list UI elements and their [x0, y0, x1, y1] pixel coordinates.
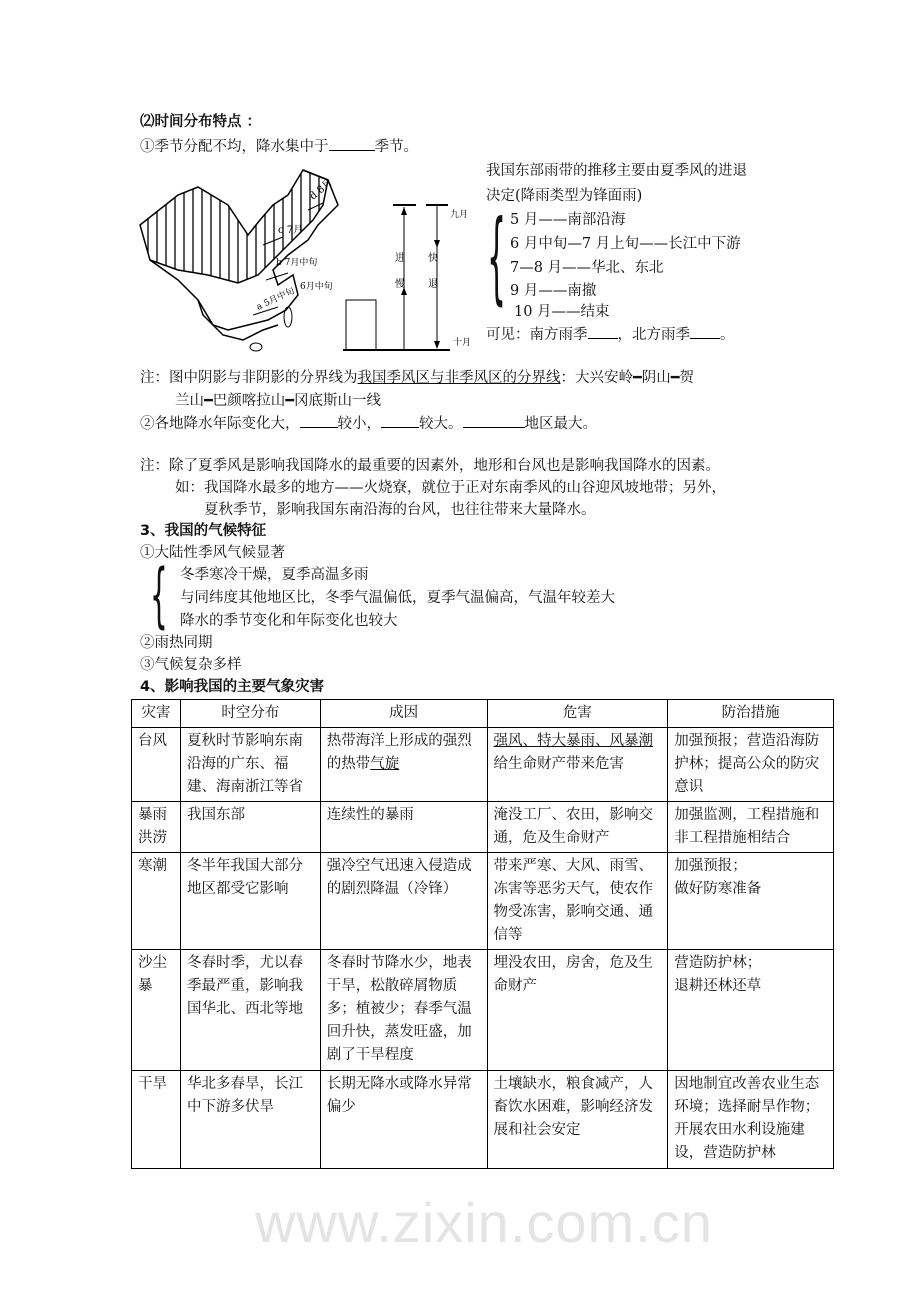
text: ①季节分配不均，降水集中于	[140, 139, 329, 155]
rainbelt-item: 5 月——南部沿海	[510, 212, 626, 228]
rainbelt-conclusion	[486, 324, 735, 345]
cell: 强冷空气迅速入侵造成的剧烈降温（冷锋）	[320, 853, 487, 950]
text: 热带海洋上形成的强烈的热带	[326, 733, 472, 772]
map-label: b 7月中旬	[276, 258, 318, 268]
heading-time-distribution: ⑵时间分布特点 ：	[140, 114, 262, 130]
cell: 埋没农田，房舍，危及生命财产	[487, 950, 668, 1071]
brace: {	[487, 198, 507, 315]
table-row	[132, 1071, 834, 1169]
cell: 长期无降水或降水异常偏少	[320, 1071, 487, 1169]
cell: 冬春时季，尤以春季最严重，影响我国华北、西北等地	[180, 950, 320, 1071]
section3-point: ②雨热同期	[140, 635, 213, 651]
map-label: 九月	[450, 210, 469, 220]
note-factors: 夏秋季节，影响我国东南沿海的台风，也往往带来大量降水。	[204, 502, 596, 518]
text: ，北方雨季	[617, 327, 690, 343]
cell: 连续性的暴雨	[320, 802, 487, 853]
section3-sub: 与同纬度其他地区比，冬季气温偏低，夏季气温偏高，气温年较差大	[180, 590, 615, 606]
header-cell: 灾害	[132, 700, 181, 728]
blank	[381, 413, 419, 428]
section3-point: ①大陆性季风气候显著	[140, 545, 285, 561]
cell: 淹没工厂、农田，影响交通，危及生命财产	[487, 802, 668, 853]
cell: 寒潮	[132, 853, 181, 950]
note-factors: 注：除了夏季风是影响我国降水的最重要的因素外，地形和台风也是影响我国降水的因素。	[140, 458, 720, 474]
note-monsoon-boundary	[140, 368, 694, 388]
map-label: 慢	[395, 279, 405, 290]
map-label: 退	[428, 279, 438, 290]
cell: 土壤缺水，粮食减产，人畜饮水困难，影响经济发展和社会安定	[487, 1071, 668, 1169]
map-label: 6月中旬	[300, 282, 333, 292]
text: 给生命财产带来危害	[493, 756, 624, 772]
blank	[588, 324, 618, 339]
text: 注：图中阴影与非阴影的分界线为	[140, 370, 358, 386]
section3-title: 3、我国的气候特征	[140, 523, 267, 539]
cell: 干旱	[132, 1071, 181, 1169]
cell: 加强预报；营造沿海防护林；提高公众的防灾意识	[668, 728, 834, 802]
header-cell: 防治措施	[668, 700, 834, 728]
map-label: 快	[428, 253, 438, 264]
blank	[300, 413, 338, 428]
rainbelt-item: 7—8 月——华北、东北	[510, 260, 664, 276]
text: 较小，	[337, 416, 381, 432]
table-header-row	[132, 700, 834, 728]
text: 我国季风区与非季风区的分界线	[357, 370, 561, 386]
rain-belt-map	[138, 165, 478, 355]
disaster-table	[131, 699, 834, 1169]
cell	[320, 728, 487, 802]
table-row	[132, 802, 834, 853]
text: 加强预报；	[674, 858, 747, 874]
rainbelt-intro: 我国东部雨带的推移主要由夏季风的进退	[486, 163, 747, 179]
map-label: a 5月中旬	[255, 286, 297, 313]
cell: 加强监测，工程措施和非工程措施相结合	[668, 802, 834, 853]
map-label: c 7月	[278, 225, 304, 236]
map-label: 进	[395, 253, 405, 264]
cell: 冬春时节降水少，地表干旱，松散碎屑物质多；植被少；春季气温回升快，蒸发旺盛，加剧了干旱程度	[320, 950, 487, 1071]
map-label: d 8月	[307, 177, 335, 203]
interannual-line	[140, 413, 597, 434]
text: 营造防护林；	[674, 955, 762, 971]
cell: 我国东部	[180, 802, 320, 853]
header-cell: 危害	[487, 700, 668, 728]
cell: 因地制宜改善农业生态环境；选择耐旱作物；开展农田水利设施建设，营造防护林	[668, 1071, 834, 1169]
brace: {	[150, 554, 168, 636]
watermark: www.zixin.com.cn	[255, 1191, 713, 1254]
cell	[668, 950, 834, 1071]
blank	[463, 413, 525, 428]
rainbelt-item: 6 月中旬—7 月上旬——长江中下游	[510, 236, 741, 252]
text: 较大。	[419, 416, 463, 432]
cell	[668, 853, 834, 950]
text: 强风、特大暴雨、风暴潮	[493, 733, 653, 749]
header-cell: 成因	[320, 700, 487, 728]
cell: 华北多春旱，长江中下游多伏旱	[180, 1071, 320, 1169]
note-factors: 如：我国降水最多的地方——火烧寮，就位于正对东南季风的山谷迎风坡地带；另外，	[175, 480, 726, 496]
text: 地区最大。	[524, 416, 597, 432]
text: 季节。	[374, 139, 418, 155]
section3-point: ③气候复杂多样	[140, 657, 242, 673]
blank	[329, 136, 375, 151]
cell	[487, 728, 668, 802]
text: 退耕还林还草	[674, 978, 762, 994]
section3-sub: 冬季寒冷干燥，夏季高温多雨	[180, 567, 369, 583]
cell: 冬半年我国大部分地区都受它影响	[180, 853, 320, 950]
section4-title: 4、影响我国的主要气象灾害	[140, 679, 325, 695]
rainbelt-item: 9 月——南撤	[510, 283, 597, 299]
text: 做好防寒准备	[674, 881, 762, 897]
text: ②各地降水年际变化大，	[140, 416, 300, 432]
header-cell: 时空分布	[180, 700, 320, 728]
cell: 台风	[132, 728, 181, 802]
text: ：大兴安岭━阴山━贺	[560, 370, 694, 386]
text: 。	[720, 327, 735, 343]
rainbelt-intro: 决定(降雨类型为锋面雨)	[486, 188, 643, 204]
note-monsoon-boundary-2: 兰山━巴颜喀拉山━冈底斯山一线	[175, 393, 381, 409]
rainbelt-item: 10 月——结束	[514, 304, 610, 320]
table-row	[132, 950, 834, 1071]
cell: 带来严寒、大风、雨雪、冻害等恶劣天气，使农作物受冻害，影响交通、通信等	[487, 853, 668, 950]
cell: 夏秋时节影响东南沿海的广东、福建、海南浙江等省	[180, 728, 320, 802]
map-label: 十月	[453, 338, 472, 348]
section3-sub: 降水的季节变化和年际变化也较大	[180, 613, 398, 629]
cell: 沙尘暴	[132, 950, 181, 1071]
table-row	[132, 853, 834, 950]
cell: 暴雨洪涝	[132, 802, 181, 853]
season-line	[140, 136, 418, 157]
blank	[690, 324, 720, 339]
text: 可见：南方雨季	[486, 327, 588, 343]
table-row	[132, 728, 834, 802]
text: 气旋	[370, 756, 400, 772]
